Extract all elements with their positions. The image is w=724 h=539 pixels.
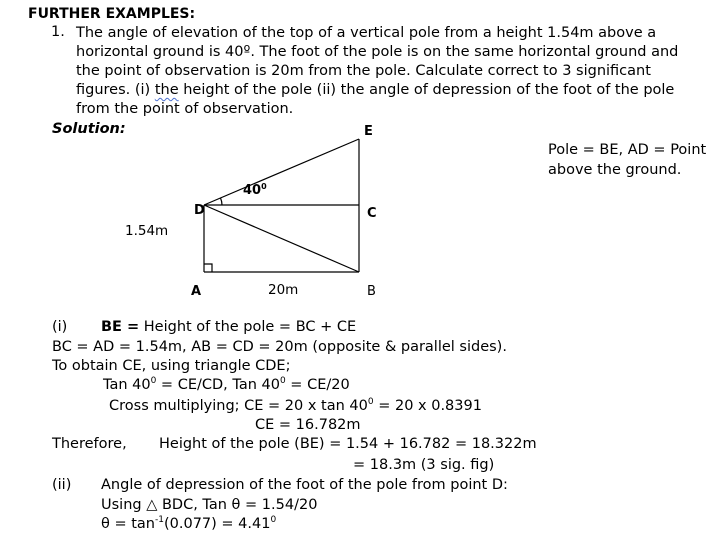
label-C: C <box>367 206 377 221</box>
part-ii-marker: (ii) <box>52 477 72 493</box>
part-i-line-2: BC = AD = 1.54m, AB = CD = 20m (opposite & parallel sides). <box>52 339 507 355</box>
problem-line-5: from the point of observation. <box>76 101 294 117</box>
label-E: E <box>364 124 373 139</box>
be-bold: BE = <box>101 319 140 335</box>
line-DE <box>204 139 359 205</box>
degree-sup: 0 <box>150 376 157 386</box>
angle-arc <box>221 198 223 205</box>
cross-multiply-line <box>109 398 482 414</box>
section-heading: FURTHER EXAMPLES: <box>28 6 196 22</box>
problem-line-4b: height of the pole (ii) the angle of depression of the foot of the pole <box>178 82 675 98</box>
problem-line-1: The angle of elevation of the top of a vertical pole from a height 1.54m above a <box>76 25 657 41</box>
inverse-sup: -1 <box>155 515 164 525</box>
tan-equation <box>103 377 350 393</box>
problem-line-4a: figures. (i) <box>76 82 155 98</box>
cross-a: Cross multiplying; CE = 20 x tan 40 <box>109 398 368 414</box>
angle-value: 40 <box>243 183 262 198</box>
tan-c: = CE/20 <box>285 377 350 393</box>
part-i-line-3: To obtain CE, using triangle CDE; <box>52 358 291 374</box>
right-angle-marker <box>204 264 212 272</box>
height-result: = 18.3m (3 sig. fig) <box>353 457 495 473</box>
solution-label: Solution: <box>52 121 126 137</box>
angle-degree: 0 <box>261 182 267 191</box>
height-label: 1.54m <box>125 223 169 239</box>
ce-value: CE = 16.782m <box>255 417 361 433</box>
problem-number: 1. <box>51 24 65 40</box>
part-i-marker: (i) <box>52 319 68 335</box>
label-B: B <box>367 284 376 299</box>
be-rest: Height of the pole = BC + CE <box>139 319 357 335</box>
problem-line-3: the point of observation is 20m from the pole. Calculate correct to 3 significant <box>76 63 651 79</box>
part-ii-using: Using △ BDC, Tan θ = 1.54/20 <box>101 497 318 513</box>
side-note-line-2: above the ground. <box>548 162 682 178</box>
part-ii-theta <box>101 516 276 532</box>
part-i-line-1 <box>101 319 356 335</box>
tan-a: Tan 40 <box>103 377 151 393</box>
theta-b: (0.077) = 4.41 <box>163 516 271 532</box>
degree-sup: 0 <box>367 397 374 407</box>
base-label: 20m <box>268 282 299 298</box>
line-DB <box>204 205 359 272</box>
label-D: D <box>194 203 205 218</box>
cross-b: = 20 x 0.8391 <box>373 398 482 414</box>
degree-sup: 0 <box>279 376 286 386</box>
theta-a: θ = tan <box>101 516 155 532</box>
height-equation: Height of the pole (BE) = 1.54 + 16.782 = 18.322m <box>159 436 537 452</box>
label-A: A <box>191 284 202 299</box>
angle-label <box>243 182 267 198</box>
tan-b: = CE/CD, Tan 40 <box>156 377 280 393</box>
part-ii-line-1: Angle of depression of the foot of the pole from point D: <box>101 477 508 493</box>
problem-line-2: horizontal ground is 40º. The foot of the pole is on the same horizontal ground and <box>76 44 679 60</box>
therefore-label: Therefore, <box>52 436 127 452</box>
degree-sup: 0 <box>270 515 277 525</box>
spellcheck-word: the <box>154 82 179 98</box>
side-note-line-1: Pole = BE, AD = Point <box>548 142 707 158</box>
